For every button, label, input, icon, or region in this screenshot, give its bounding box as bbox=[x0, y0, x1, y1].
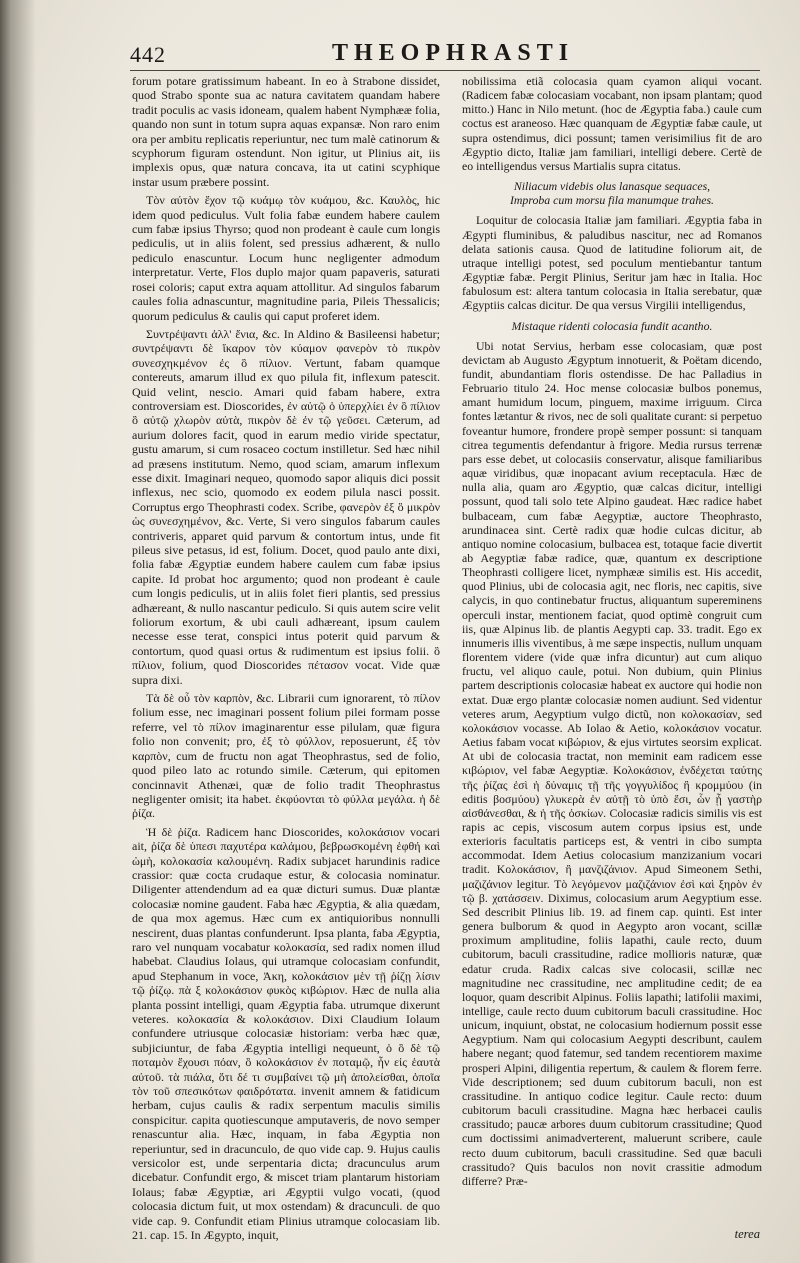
paragraph: Συντρέψαντι ἀλλ' ἔνια, &c. In Aldino & Basileensi habetur; συντρέψαντι δὲ ἴκαρον τὸν κύαμον φανερὸν τὸ πικρὸν συνεσχηκμένον ἐς ὃ πίλιον. Vertunt, fabam quamque contereuts, amarum illud ex quo pilula fit, inflexum patescit. Quid velint, nescio. Amari quid fabam habere, extra controversiam est. Dioscorides, ἐν αὐτῷ ὁ ὑπερχλίει ἐν ὃ πίλιον ὃ αὐτῷ χλωρὸν αὐτὰ, πικρὸν δὲ ἐν τῷ γεῦσει. Cæterum, ad aurium dolores facit, quod in earum medio viride spectatur, gustu amarum, si cum rosaceo coctum instilletur. Sed hæc nihil ad præsens institutum. Nemo, quod sciam, amarum inflexum esse dixit. Imaginari nequeo, quomodo sapor aliquis dici possit inflexus, nec scio, quomodo ex eodem pilula nasci possit. Corruptus ergo Theophrasti codex. Scribe, φανερὸν ἐξ ὃ μικρὸν ὡς συνεσχημένον, &c. Verte, Si vero singulos fabarum caules contriveris, apparet quid parvum & contortum intus, unde fit pileus sive petasus, id est, folium. Docet, quod paulo ante dixi, folia fabæ Ægyptiæ eundem habere caulem cum fabæ ipsius capite. Id probat hoc argumento; quod non prodeant è caule cum longis pediculis, ut in aliis folet fieri plantis, sed pressius adhæreant, & nullo nascantur pediculo. Si quis autem scire velit foliorum exortum, & ubi cauli adhæreant, ipsum caulem necesse esse terat, conspici intus poterit quid parvum & contortum, quod quasi ortus & rudimentum est ipsius folii. ὃ πίλιον, folium, quod Dioscorides πέτασον vocat. Vide quæ supra dixi. bbox=[132, 326, 440, 687]
page-header bbox=[130, 40, 760, 70]
paragraph: Τὸν αὐτὸν ἔχον τῷ κυάμῳ τὸν κυάμου, &c. Καυλὸς, hic idem quod pediculus. Vult folia fabæ eundem habere caulem cum fabæ ipsius Thyrso; quod non prodeant è caule cum longis pediculis, ut in aliis folent, sed pressius adhærent, & nullo pediculo enascuntur. Locum hunc negligenter admodum interpretatur. Verte, Flos duplo major quam papaveris, saturati rosei coloris; caput extra aquam attollitur. Ad singulos fabarum caules folia adnascuntur, magnitudine paria, Pileis Thessalicis; quorum pediculus & caulis qui caput proferet idem. bbox=[132, 193, 440, 323]
paragraph: forum potare gratissimum habeant. In eo à Strabone dissidet, quod Strabo sponte sua ac natura cavitatem quandam habere tradit poculis ac vasis idoneam, qualem habent Nymphææ folia, quando non sunt in totum supra aquas expansæ. Non raro enim ora per ambitu replicatis reperiuntur, nec tum malè catinorum & scyphorum figuram ostendunt. Non igitur, ut Plinius ait, iis implexis opus, quæ natura concava, ita ut catini scyphique instar usum præbere possint. bbox=[132, 74, 440, 189]
paragraph: Ἡ δὲ ῥίζα. Radicem hanc Dioscorides, κολοκάσιον vocari ait, ῥίζα δὲ ὑπεσι παχυτέρα καλάμου, βεβρωσκομένη ἑφθή καὶ ὠμὴ, κολοκασία καλουμένη. Radix subjacet harundinis radice crassior: quæ cocta crudaque estur, & colocasia nominatur. Diligenter attendendum ad ea quæ dicturi sumus. Duæ plantæ colocasiæ nomine gaudent. Faba hæc Ægyptia, & alia quædam, de qua mox agemus. Hæc cum ex antiquioribus nonnulli nescirent, duas plantas confunderunt. Ipsa planta, faba Ægyptia, raro vel nunquam vocabatur κολοκασία, sed radix nomen illud habebat. Claudius Iolaus, qui utramque colocasiam confundit, apud Stephanum in voce, Ἀκη, κολοκάσιον μὲν τῇ ῥίζῃ λίσιν τῷ ῥίζῳ. πὰ ξ κολοκάσιον φυκὸς κιβώριον. Hæc de nulla alia planta possint intelligi, quam Ægyptia faba. utrumque dixerunt veteres. κολοκασία & κολοκάσιον. Dixi Claudium Iolaum confundere utriusque colocasiæ historiam: verba hæc quæ, subjiciuntur, de faba Ægyptia intelligi nequeunt, ὁ ὃ δὲ τῷ ποταμὸν ἔχουσι πόαν, ὃ κολοκάσιον ἐν ποταμῷ, ἦν εἰς ἑαυτὰ αὐτοῦ. τὰ πιάλα, ὅτι δέ τι συμβαίνει τῷ μὴ ἀπολείσθαι, ὁποῖα τὸν τοῦ σπεσικότων φαιδρότατα. invenit amnem & fatidicum herbam, cujus caulis & radix serpentum maculis similis conspicitur. capita quotiescunque amputaveris, de novo semper renascuntur alia. Hæc, inquam, in faba Ægyptia non reperiuntur, sed in dracunculo, de quo vide cap. 9. Hujus caulis versicolor est, unde serpentaria dicta; dracunculus arum dicebatur. Confundit ergo, & miscet triam plantarum historiam Iolaus; fabæ Ægyptiæ, ari Ægyptii vulgo vocati, (quod colocasia dictum fuit, ut mox ostendam) & dracunculi. de quo vide cap. 9. Confundit etiam Plinius utramque colocasiam lib. 21. cap. 15. In Ægypto, inquit, bbox=[132, 824, 440, 1243]
verse-line: Improba cum morsu fila manumque trahes. bbox=[509, 193, 715, 208]
verse-line: Mistaque ridenti colocasia fundit acantho. bbox=[511, 318, 713, 333]
right-column bbox=[462, 74, 762, 1188]
binding-shadow bbox=[0, 0, 36, 1263]
running-head: THEOPHRASTI bbox=[332, 40, 575, 66]
verse-quote bbox=[462, 179, 762, 207]
paragraph: Ubi notat Servius, herbam esse colocasiam, quæ post devictam ab Augusto Ægyptum innotuerit, & Poëtam dicendo, fundit, abundantiam floris ostendisse. De hac Palladius in Februario titulo 24. Hoc mense colocasiæ bulbos ponemus, amant humidum locum, pinguem, maxime irriguum. Circa fontes lætantur & rivos, nec de soli qualitate curant: si perpetuo foveantur humore, frondere propè semper possunt: si tanquam citrea tegumentis defendantur à frigore. Media rursus terrenæ pars esse debet, ut colocasiis conservatur, alisque familiaribus aquæ viridibus, quæ inopacant avium receptacula. Hæc de nulla alia, quam aro Ægyptio, quæ calcas dicitur, intelligi possunt, quod tali solo tete Alpino gaudeat. Hæc radice habet bulbaceam, cum fabæ Aegyptiæ, auctore Theophrasto, arundinacea sint. Certè radix quæ hodie culcas dicitur, ab antiquo nomine colocasium, bulbacea est, totaque facie divertit ab Aegyptiæ fabæ radice, quæ, quantum ex descriptione Theophrasti colligere licet, nymphææ similis est. His accedit, quod Plinius, ubi de colocasia agit, nec floris, nec capitis, sive calycis, in quo continebatur fructus, aliquantum supereminens operculi instar, mentionem faciat, quod optimè congruit cum iis, quæ Alpinus lib. de plantis Aegypti cap. 33. tradit. Ego ex innumeris illis viventibus, à me sæpe inspectis, nullum unquam florentem videre (vide quæ infra dicuntur) aut cum aliquo fructu, vel aliquo caule, potui. Non dubium, quin Plinius partem descriptionis colocasiæ habeat ex auctore qui hodie non extat. Duæ ergo plantæ colocasiæ nomen audiunt. Sed videntur veteres arum, Aegyptium vulgo dictũ, non κολοκασίαν, sed κολοκάσιον vocasse. Ab Iolao & Aetio, κολοκάσιον vocatur. Aetius fabam vocat κιβώριον, & ejus virtutes seorsim explicat. At ubi de colocasia tractat, non meminit eam radicem esse κιβώριον, vel fabæ Aegyptiæ. Κολοκάσιον, ἐνδέχεται ταύτης τῆς ῥίζας ἐσὶ ἡ δύναμις τῇ τῆς γογγυλίδος ἢ κρομμύου (in editis βοσμύου) γλυκερὰ ἐν αὐτῇ τὸ ὑπὸ ἔσι, ὧν ᾗ γαστὴρ αἰσθάνεσθαι, & ἡ τῆς ὀσκίων. Colocasiæ radicis similis vis est rapis ac cepis, viscosum autem corpus ipsius est, unde exterioris facultatis particeps est, & ventri in cibo sumpta accommodat. Idem Aetius colocasium manzizanium vocari tradit. Κολοκάσιον, ἢ μανζιζάνιον. Apud Simeonem Sethi, μαζιζάνιον legitur. Τὸ λεγόμενον μαζιζάνιον ἐσὶ καὶ ξηρὸν ἐν τῷ β. χατάσσειν. Diximus, colocasium arum Aegyptium esse. Sed describit Plinius lib. 19. ad finem cap. quinti. Est inter genera bulborum & quod in Aegypto aron vocant, scillæ proximum amplitudine, foliis lapathi, caule recto, duum cubitorum, baculi crassitudine, radice mollioris naturæ, quæ edatur cruda. Radix calcas sive colocasii, scillæ nec magnitudine nec crassitudine, nec amplitudine cedit; de ea loquor, quam describit Alpinus. Foliis lapathi; latifolii maximi, intellige, caule recto duum cubitorum baculi crassitudine. Hoc unicum, inquiunt, obstat, ne colocasium hodiernum possit esse Aegyptium. Nam qui colocasium Aegypti describunt, caulem habere negant; quod fatemur, sed tandem recentiorem maxime prosperi Alpini, diligentia repertum, & caulem & florem ferre. Vide descriptionem; sed duum cubitorum baculi, non est crassitudine. In antiquo codice legitur. Caule recto: duum cubitorum baculi crassitudine. Magna hæc herbacei caulis crassitudo; paucæ arbores duum cubitorum crassitudine; Quod cum doctissimi animadverterent, maluerunt scribere, caule recto duum cubitorum, baculi crassitudine. Sed quæ baculi crassitudo? Quis baculos non novit crassitie admodum differre? Præ- bbox=[462, 338, 762, 1188]
paragraph: nobilissima etiã colocasia quam cyamon aliqui vocant. (Radicem fabæ colocasiam vocabant, non ipsam plantam; quod mitto.) Hanc in Nilo metunt. (hoc de Ægyptia faba.) caule cum coctus est araneoso. Hæc quanquam de Ægyptiæ fabæ caule, ut supra ostendimus, dici possunt; tamen verisimilius fit de aro Ægyptio dicto, Italiæ jam familiari, intelligi debere. Certè de eo intelligendus versus Martialis supra citatus. bbox=[462, 74, 762, 173]
catchword: terea bbox=[734, 1227, 760, 1241]
paragraph: Τὰ δὲ οὖ τὸν καρπὸν, &c. Librarii cum ignorarent, τὸ πίλον folium esse, nec imaginari possent folium pilei formam posse referre, vel τὸ πίλον imaginarentur esse pilulam, quæ figura folio non convenit; pro, ἐξ τὸ φύλλον, reposuerunt, ἐξ τὸν καρπὸν, cum de fructu non agat Theophrastus, sed de folio, quod pileo lato ac rotundo simile. Cæterum, qui epitomen concinnavit Athenæi, quæ de folio tradit Theophrastus negligenter omisit; ita habet. ἐκφύονται τὸ φύλλα μεγάλα. ἡ δὲ ῥίζα. bbox=[132, 691, 440, 821]
verse-line: Niliacum videbis olus lanasque sequaces, bbox=[513, 179, 711, 194]
paragraph: Loquitur de colocasia Italiæ jam familiari. Ægyptia faba in Ægypti fluminibus, & paludibus nascitur, nec ad Romanos delata sationis causa. Quod de latitudine foliorum ait, de utraque intelligi potest, sed poculum mentiebantur tantum Ægyptiæ fabæ. Pergit Plinius, Seritur jam hæc in Italia. Hoc fabulosum est: altera tantum colocasia in Italia serebatur, quæ Ægyptiis calcas dicitur. De qua versus Virgilii intelligendus, bbox=[462, 213, 762, 313]
page-number: 442 bbox=[130, 42, 166, 67]
header-rule bbox=[130, 70, 760, 71]
left-column bbox=[132, 74, 440, 1243]
verse-quote bbox=[462, 319, 762, 333]
